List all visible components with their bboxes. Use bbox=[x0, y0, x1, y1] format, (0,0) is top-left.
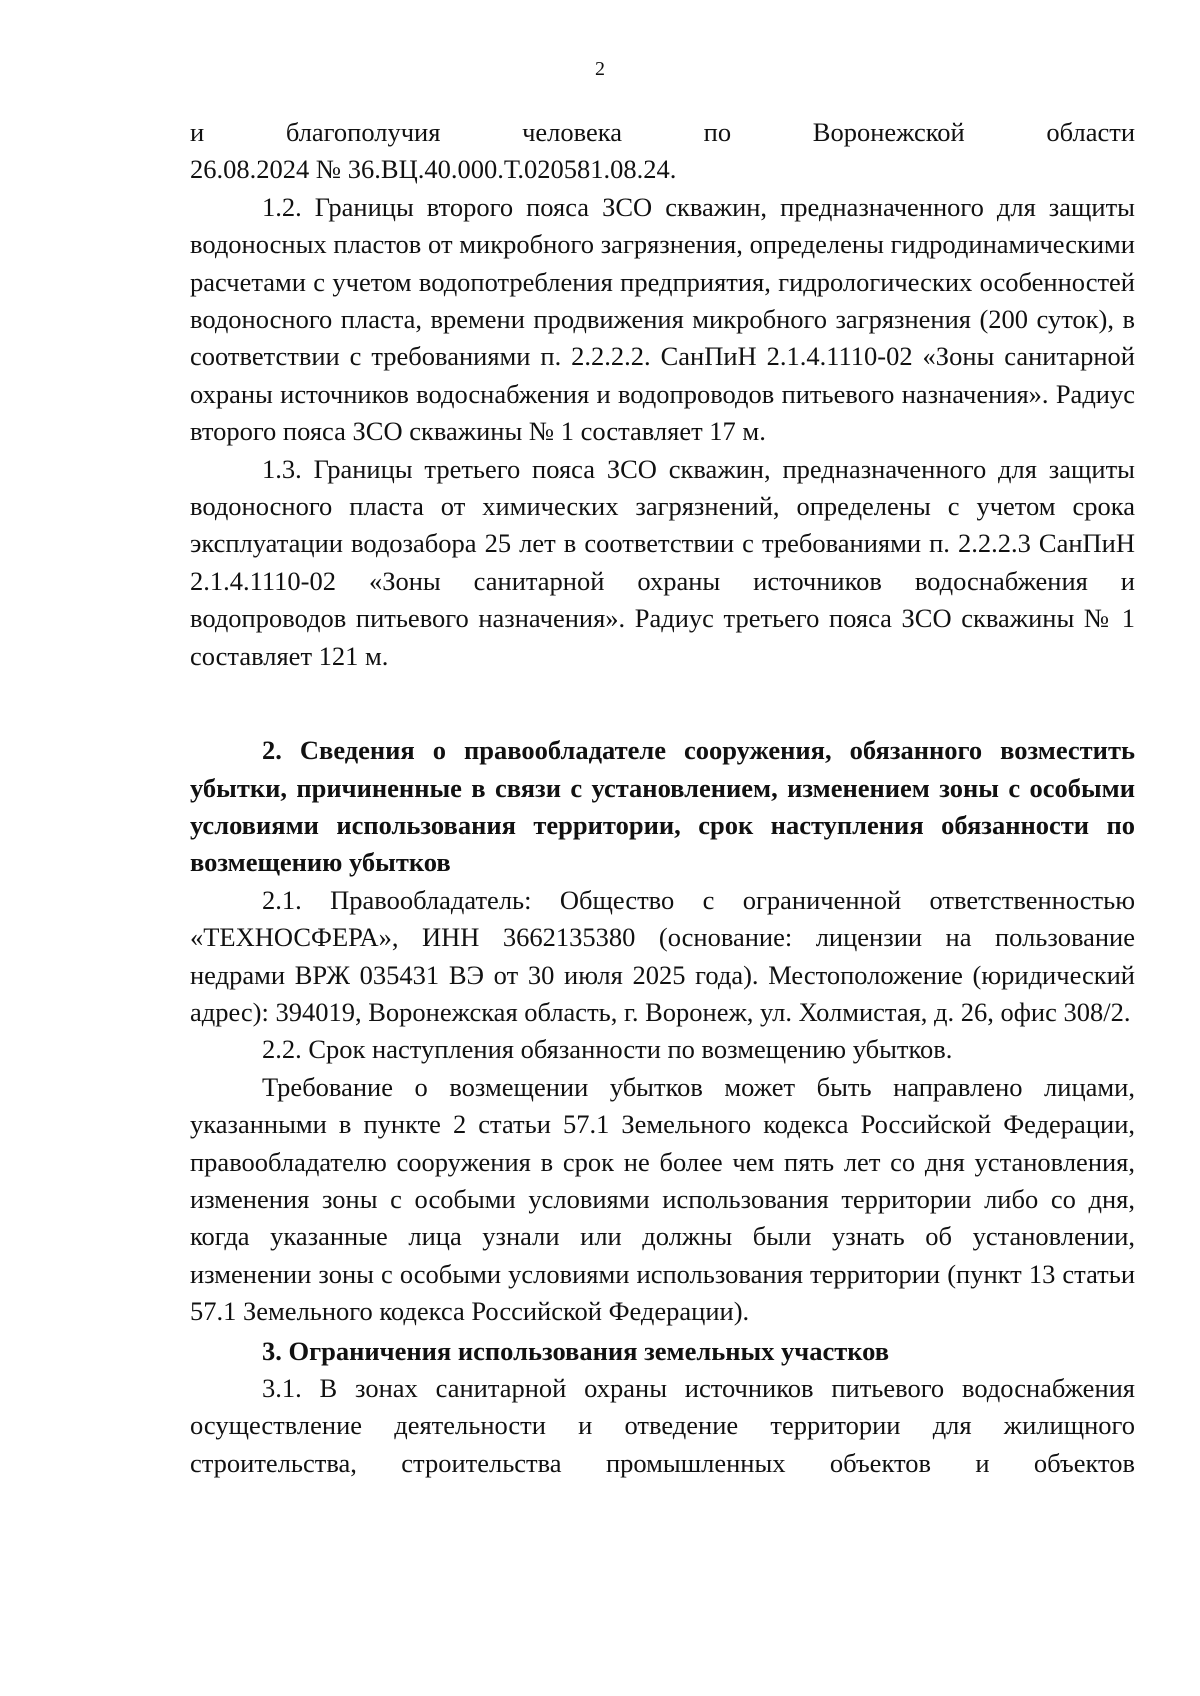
paragraph-2-2: 2.2. Срок наступления обязанности по возмещению убытков. bbox=[262, 1034, 953, 1065]
paragraph-3-1: 3.1. В зонах санитарной охраны источников питьевого водоснабжения осуществление деятельности и отведение территории для жилищного строительства, строительства промышленных объектов и объектов bbox=[190, 1373, 1135, 1478]
section-2-heading: 2. Сведения о правообладателе сооружения, обязанного возместить убытки, причиненные в связи с установлением, изменением зоны с особыми условиями использования территории, срок наступления обязанности по возмещению убытков bbox=[190, 735, 1135, 878]
section-3-heading: 3. Ограничения использования земельных участков bbox=[262, 1335, 890, 1366]
paragraph-2-2-text: Требование о возмещении убытков может быть направлено лицами, указанными в пункте 2 статьи 57.1 Земельного кодекса Российской Федерации, правообладателю сооружения в срок не более чем пять лет со дня установления, изменения зоны с особыми условиями использования территории либо со дня, когда указанные лица узнали или должны были узнать об установлении, изменении зоны с особыми условиями использования территории (пункт 13 статьи 57.1 Земельного кодекса Российской Федерации). bbox=[190, 1071, 1135, 1327]
paragraph-1-3: 1.3. Границы третьего пояса ЗСО скважин, предназначенного для защиты водоносного пласта от химических загрязнений, определены с учетом срока эксплуатации водозабора 25 лет в соответствии с требованиями п. 2.2.2.3 СанПиН 2.1.4.1110-02 «Зоны санитарной охраны источников водоснабжения и водопроводов питьевого назначения». Радиус третьего пояса ЗСО скважины № 1 составляет 121 м. bbox=[190, 453, 1135, 671]
paragraph-2-1: 2.1. Правообладатель: Общество с ограниченной ответственностью «ТЕХНОСФЕРА», ИНН 3662135380 (основание: лицензии на пользование недрами ВРЖ 035431 ВЭ от 30 июля 2025 года). Местоположение (юридический адрес): 394019, Воронежская область, г. Воронеж, ул. Холмистая, д. 26, офис 308/2. bbox=[190, 884, 1135, 1027]
paragraph-1-2: 1.2. Границы второго пояса ЗСО скважин, предназначенного для защиты водоносных пластов от микробного загрязнения, определены гидродинамическими расчетами с учетом водопотребления предприятия, гидрологических особенностей водоносного пласта, времени продвижения микробного загрязнения (200 суток), в соответствии с требованиями п. 2.2.2.2. СанПиН 2.1.4.1110-02 «Зоны санитарной охраны источников водоснабжения и водопроводов питьевого назначения». Радиус второго пояса ЗСО скважины № 1 составляет 17 м. bbox=[190, 191, 1135, 447]
page-number: 2 bbox=[595, 58, 605, 80]
paragraph-continuation-ref: 26.08.2024 № 36.ВЦ.40.000.Т.020581.08.24. bbox=[190, 154, 677, 185]
document-body bbox=[190, 114, 1135, 1482]
paragraph-continuation-line: и благополучия человека по Воронежской области bbox=[190, 117, 1135, 147]
